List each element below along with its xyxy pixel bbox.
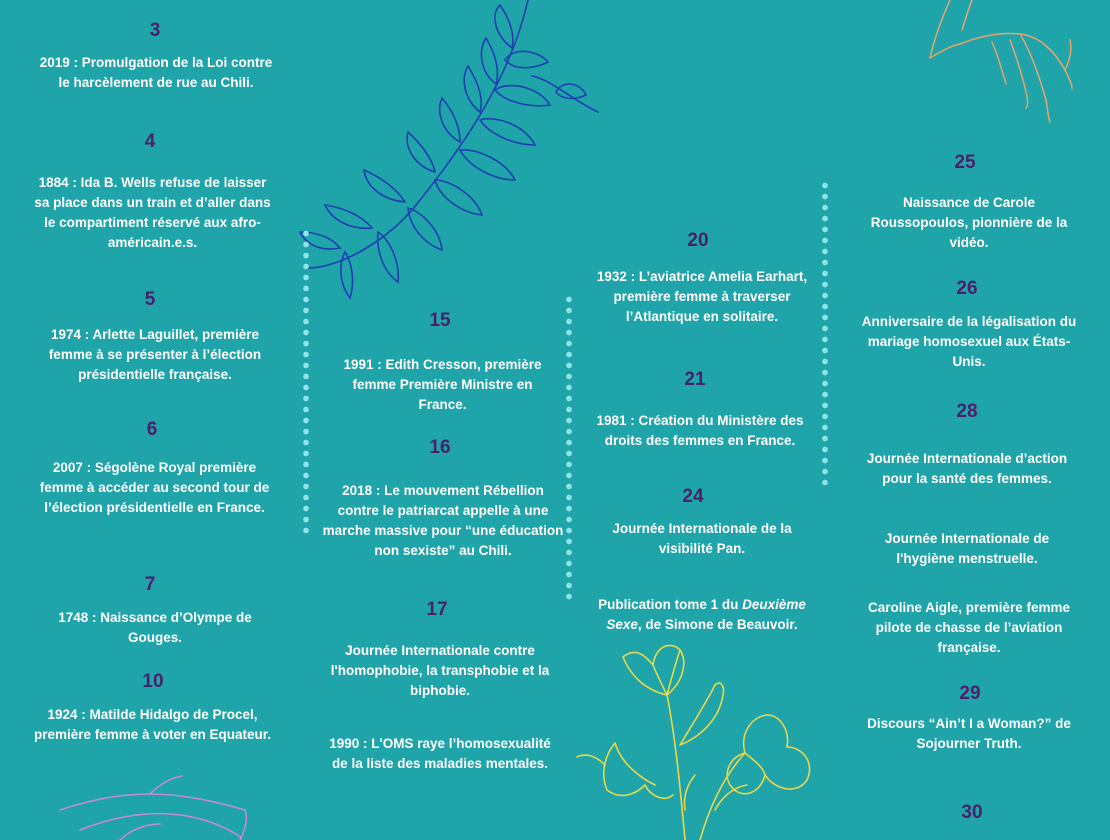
event-text: 1884 : Ida B. Wells refuse de laisser sa place dans un train et d’aller dans le compartiment réservé aux afro-américain.e.s. (34, 175, 271, 250)
day-number: 10 (142, 671, 164, 692)
day-number: 26 (956, 278, 978, 299)
day-number: 16 (429, 437, 451, 458)
hand-top-right-illustration (920, 0, 1080, 125)
day-number: 21 (684, 369, 706, 390)
flower-illustration (575, 635, 835, 840)
day-number: 17 (426, 599, 448, 620)
day-number: 3 (149, 20, 161, 41)
event-text-secondary: Journée Internationale de l'hygiène menstruelle. (884, 531, 1050, 566)
event-text: 1981 : Création du Ministère des droits des femmes en France. (596, 413, 804, 448)
hand-bottom-left-illustration (60, 770, 260, 840)
leaf-branch-illustration (300, 0, 610, 300)
event-text-tertiary: Caroline Aigle, première femme pilote de chasse de l’aviation française. (867, 600, 1071, 655)
day-number: 7 (144, 574, 156, 595)
dotted-divider-2 (566, 294, 572, 604)
day-number: 28 (956, 401, 978, 422)
event-text: Journée Internationale de la visibilité Pan. (612, 521, 792, 556)
day-number: 4 (144, 131, 156, 152)
text-suffix: , de Simone de Beauvoir. (637, 617, 798, 632)
event-text: Journée Internationale d’action pour la santé des femmes. (866, 451, 1068, 486)
event-text: 1974 : Arlette Laguillet, première femme à se présenter à l’élection présidentielle française. (48, 327, 262, 382)
event-text: 2018 : Le mouvement Rébellion contre le patriarcat appelle à une marche massive pour “une éducation non sexiste” au Chili. (322, 483, 564, 558)
event-text: 2007 : Ségolène Royal première femme à accéder au second tour de l’élection présidentielle en France. (39, 460, 270, 515)
day-number: 25 (954, 152, 976, 173)
event-text: 1932 : L’aviatrice Amelia Earhart, première femme à traverser l’Atlantique en solitaire. (596, 269, 808, 324)
day-number: 15 (429, 310, 451, 331)
event-text: Naissance de Carole Roussopoulos, pionnière de la vidéo. (870, 195, 1068, 250)
day-number: 6 (146, 419, 158, 440)
day-number: 20 (687, 230, 709, 251)
event-text: Journée Internationale contre l'homophobie, la transphobie et la biphobie. (330, 643, 550, 698)
day-number: 5 (144, 289, 156, 310)
text-prefix: Publication tome 1 du (598, 597, 739, 612)
dotted-divider-1 (303, 228, 309, 533)
event-text: Discours “Ain’t I a Woman?” de Sojourner Truth. (867, 716, 1071, 751)
day-number: 29 (959, 683, 981, 704)
event-text: 2019 : Promulgation de la Loi contre le harcèlement de rue au Chili. (39, 55, 273, 90)
event-text: Anniversaire de la légalisation du mariage homosexuel aux États-Unis. (861, 314, 1077, 369)
dotted-divider-3 (822, 180, 828, 485)
event-text: 1924 : Matilde Hidalgo de Procel, première femme à voter en Equateur. (33, 707, 272, 742)
event-text-secondary (592, 595, 812, 635)
day-number: 30 (961, 802, 983, 823)
day-number: 24 (682, 486, 704, 507)
book-title: Deuxième Sexe (606, 597, 806, 632)
event-text: 1991 : Edith Cresson, première femme Première Ministre en France. (343, 357, 542, 412)
event-text: 1748 : Naissance d’Olympe de Gouges. (58, 610, 252, 645)
event-text-secondary: 1990 : L'OMS raye l’homosexualité de la liste des maladies mentales. (329, 736, 551, 771)
